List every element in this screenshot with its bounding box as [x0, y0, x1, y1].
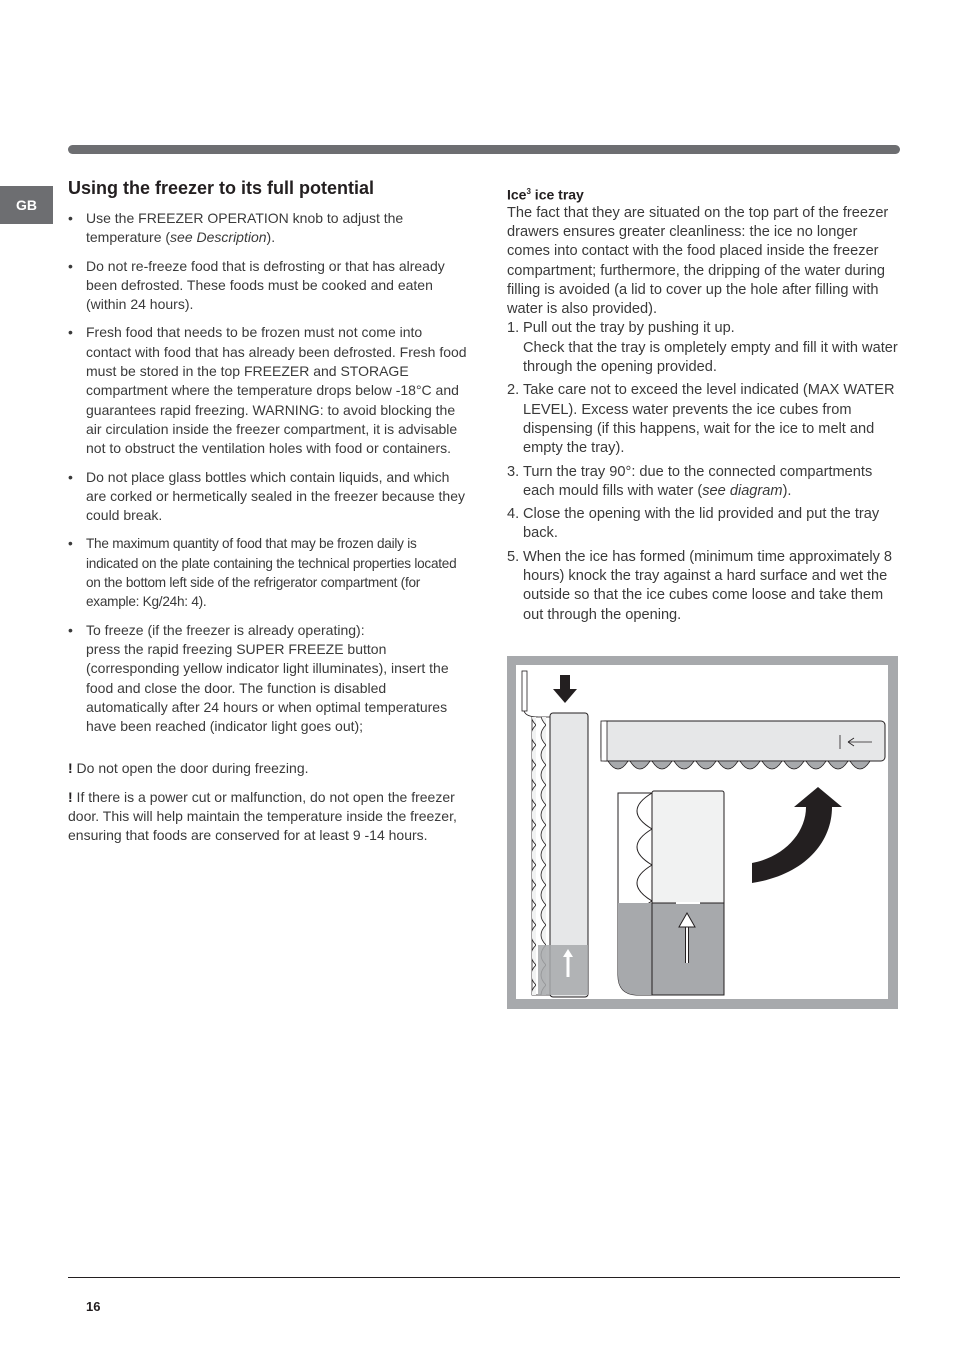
list-item: • Use the FREEZER OPERATION knob to adjust the temperature (see Description).	[68, 209, 468, 248]
header-rule	[68, 145, 900, 154]
horizontal-tray	[601, 721, 885, 769]
section-heading: Using the freezer to its full potential	[68, 178, 375, 198]
left-column	[68, 178, 468, 855]
list-item: • To freeze (if the freezer is already operating): press the rapid freezing SUPER FREEZE button (corresponding yellow indicator light illuminates), insert the food and close the door. The function is disabled automatically after 24 hours or when optimal temperatures have been reached (indicator light goes out);	[68, 621, 468, 737]
ice-tray-diagram	[507, 656, 898, 1009]
rotate-arrow-icon	[752, 787, 842, 883]
footer-rule	[68, 1277, 900, 1278]
ice-tray-illustration	[516, 665, 888, 999]
list-item: • The maximum quantity of food that may be frozen daily is indicated on the plate containing the technical properties located on the bottom left side of the refrigerator compartment (for example: Kg/24h: 4).	[68, 534, 468, 611]
list-item: 4. Close the opening with the lid provided and put the tray back.	[507, 506, 880, 542]
push-down-arrow-icon	[553, 675, 577, 703]
vertical-tray	[532, 713, 588, 997]
subsection-heading: Ice$^3$ ice tray	[507, 186, 584, 203]
lid-icon	[522, 671, 527, 711]
right-column	[507, 183, 902, 629]
list-item: 3. Turn the tray 90°: due to the connected compartments each mould fills with water (see diagram).	[507, 463, 873, 499]
language-tab: GB	[0, 186, 53, 224]
list-item: 2. Take care not to exceed the level indicated (MAX WATER LEVEL). Excess water prevents the ice cubes from dispensing (if this happens, wait for the ice to melt and empty the tray).	[507, 382, 895, 457]
list-item: 1. Pull out the tray by pushing it up. Check that the tray is ompletely empty and fill it with water through the opening provided.	[507, 320, 898, 376]
tray-detail	[618, 791, 724, 995]
warning-note: ! If there is a power cut or malfunction, do not open the freezer door. This will help maintain the temperature inside the freezer, ensuring that foods are conserved for at least 9 -14 hours.	[68, 788, 457, 844]
intro-paragraph: The fact that they are situated on the top part of the freezer drawers ensures greater cleanliness: the ice no longer comes into contact with the food placed inside the freezer compartment; furthermore, the dripping of the water during filling is avoided (a lid to cover up the hole after filling with water is also provided).	[507, 204, 889, 318]
list-item: • Do not place glass bottles which contain liquids, and which are corked or hermetically sealed in the freezer because they could break.	[68, 468, 468, 526]
steps-list	[507, 319, 902, 624]
list-item: 5. When the ice has formed (minimum time approximately 8 hours) knock the tray against a hard surface and wet the outside so that the ice cubes come loose and take them out through the opening.	[507, 548, 893, 623]
page-number: 16	[86, 1299, 101, 1314]
list-item: • Do not re-freeze food that is defrosting or that has already been defrosted. These foods must be cooked and eaten (within 24 hours).	[68, 257, 468, 315]
warning-note: ! Do not open the door during freezing.	[68, 760, 309, 777]
tips-list	[68, 209, 468, 736]
list-item: • Fresh food that needs to be frozen must not come into contact with food that has already been defrosted. Fresh food must be stored in the top FREEZER and STORAGE compartment where the temperature drops below -18°C and guarantees rapid freezing. WARNING: to avoid blocking the air circulation inside the freezer compartment, it is advisable not to obstruct the ventilation holes with food or containers.	[68, 323, 468, 458]
